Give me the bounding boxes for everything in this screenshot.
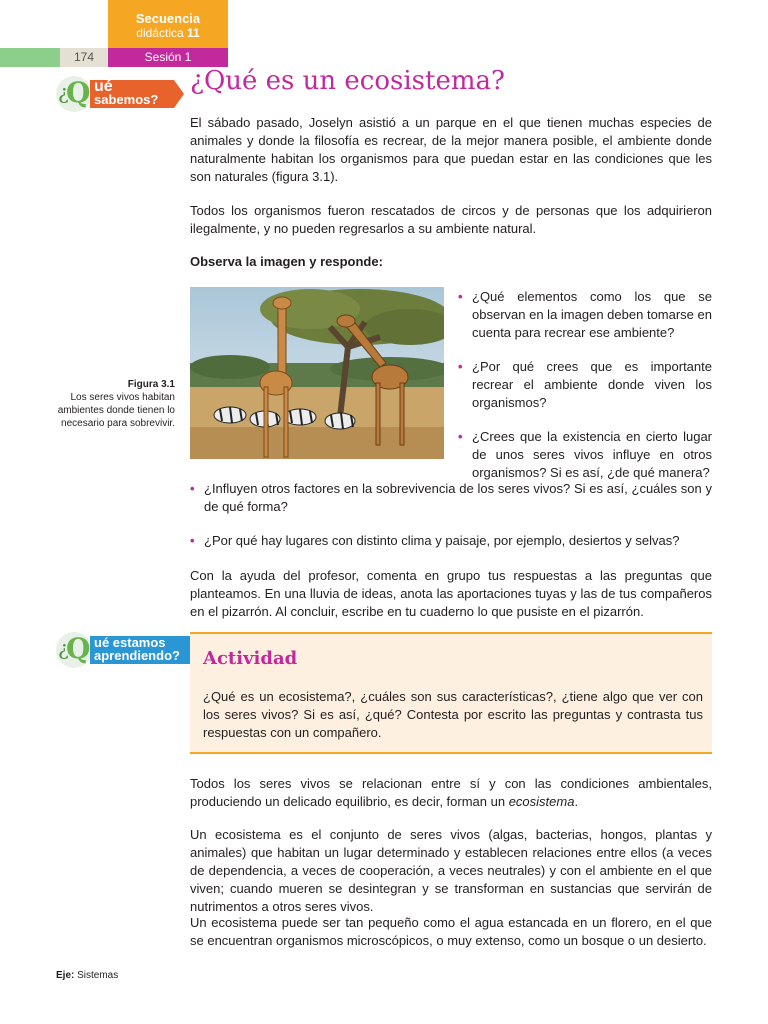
question-list-full: [190, 480, 712, 566]
intro-paragraph-2: Todos los organismos fueron rescatados de circos y de personas que los adquirieron ilegalmente, y no pueden regresarlos a su ambiente natural.: [190, 203, 712, 236]
list-item: • ¿Por qué crees que es importante recrear el ambiente donde viven los organismos?: [458, 359, 712, 410]
sequence-tab: [108, 0, 228, 48]
sequence-sub: didáctica 11: [136, 26, 200, 40]
activity-text: ¿Qué es un ecosistema?, ¿cuáles son sus características?, ¿tiene algo que ver con los seres vivos? Si es así, ¿qué? Contesta por escrito las preguntas y contrasta tus respuestas con un compañero.: [203, 689, 703, 740]
bullet-icon: •: [190, 533, 195, 548]
badge-label: ué sabemos?: [90, 80, 174, 108]
body-paragraph-3: Un ecosistema puede ser tan pequeño como el agua estancada en un florero, en el que se encuentran organismos microscópicos, o muy extenso, como un bosque o un desierto.: [190, 915, 712, 948]
body-paragraph-2: Un ecosistema es el conjunto de seres vivos (algas, bacterias, hongos, plantas y animales) que habitan un lugar determinado y establecen relaciones entre ellos (a veces de dependencia, a veces de cooperación, a veces neutrales) y con el ambiente en el que viven; cuando mueren se desintegran y se transforman en sustancias que servirán de nutrimentos a otros seres vivos.: [190, 827, 712, 914]
bullet-icon: •: [458, 289, 463, 304]
figure-caption-title: Figura 3.1: [127, 379, 175, 390]
list-item: • ¿Qué elementos como los que se observan en la imagen deben tomarse en cuenta para recrear ese ambiente?: [458, 289, 712, 340]
what-we-learn-badge: ¿ Q ué estamos aprendiendo?: [56, 632, 236, 668]
sequence-number: 11: [187, 26, 200, 40]
bullet-icon: •: [458, 429, 463, 444]
observe-label: Observa la imagen y responde:: [190, 254, 383, 269]
page-title: ¿Qué es un ecosistema?: [190, 66, 505, 96]
list-item: • ¿Crees que la existencia en cierto lugar de unos seres vivos influye en otros organismos? Si es así, ¿de qué manera?: [458, 429, 712, 480]
bullet-icon: •: [458, 359, 463, 374]
body-paragraph-1: Todos los seres vivos se relacionan entre sí y con las condiciones ambientales, produciendo un delicado equilibrio, es decir, forman un ecosistema.: [190, 776, 712, 809]
figure-caption-text: Los seres vivos habitan ambientes donde tienen lo necesario para sobrevivir.: [57, 392, 175, 429]
what-we-know-badge: ¿ Q ué sabemos?: [56, 76, 186, 112]
badge-arrow: [174, 80, 184, 108]
intro-paragraph-1: El sábado pasado, Joselyn asistió a un parque en el que tienen muchas especies de animales y donde la filosofía es recrear, de la mejor manera posible, el ambiente donde naturalmente habitan los organismos para que puedan estar en las condiciones que les son naturales (figura 3.1).: [190, 115, 712, 184]
bullet-icon: •: [190, 481, 195, 496]
list-item: • ¿Influyen otros factores en la sobrevivencia de los seres vivos? Si es así, ¿cuáles son y de qué forma?: [190, 481, 712, 514]
badge-label: ué estamos aprendiendo?: [90, 636, 222, 664]
figure-giraffes-zebras: [190, 287, 444, 459]
session-label: Sesión 1: [108, 48, 228, 67]
group-paragraph: Con la ayuda del profesor, comenta en grupo tus respuestas a las preguntas que planteamos. En una lluvia de ideas, anota las aportaciones tuyas y las de tus compañeros en el pizarrón. Al concluir, escribe en tu cuaderno lo que pusiste en el pizarrón.: [190, 568, 712, 619]
header-green-bar: [0, 48, 60, 67]
footer-axis: Eje: Sistemas: [56, 970, 119, 981]
ecosystem-term: ecosistema: [508, 794, 575, 809]
page-number: 174: [60, 48, 108, 67]
list-item: • ¿Por qué hay lugares con distinto clima y paisaje, por ejemplo, desiertos y selvas?: [190, 533, 680, 548]
savanna-image: [190, 287, 444, 459]
activity-title: Actividad: [203, 648, 298, 669]
question-list-right: [458, 288, 712, 498]
sequence-label: Secuencia: [135, 11, 201, 26]
figure-caption: [40, 378, 175, 430]
